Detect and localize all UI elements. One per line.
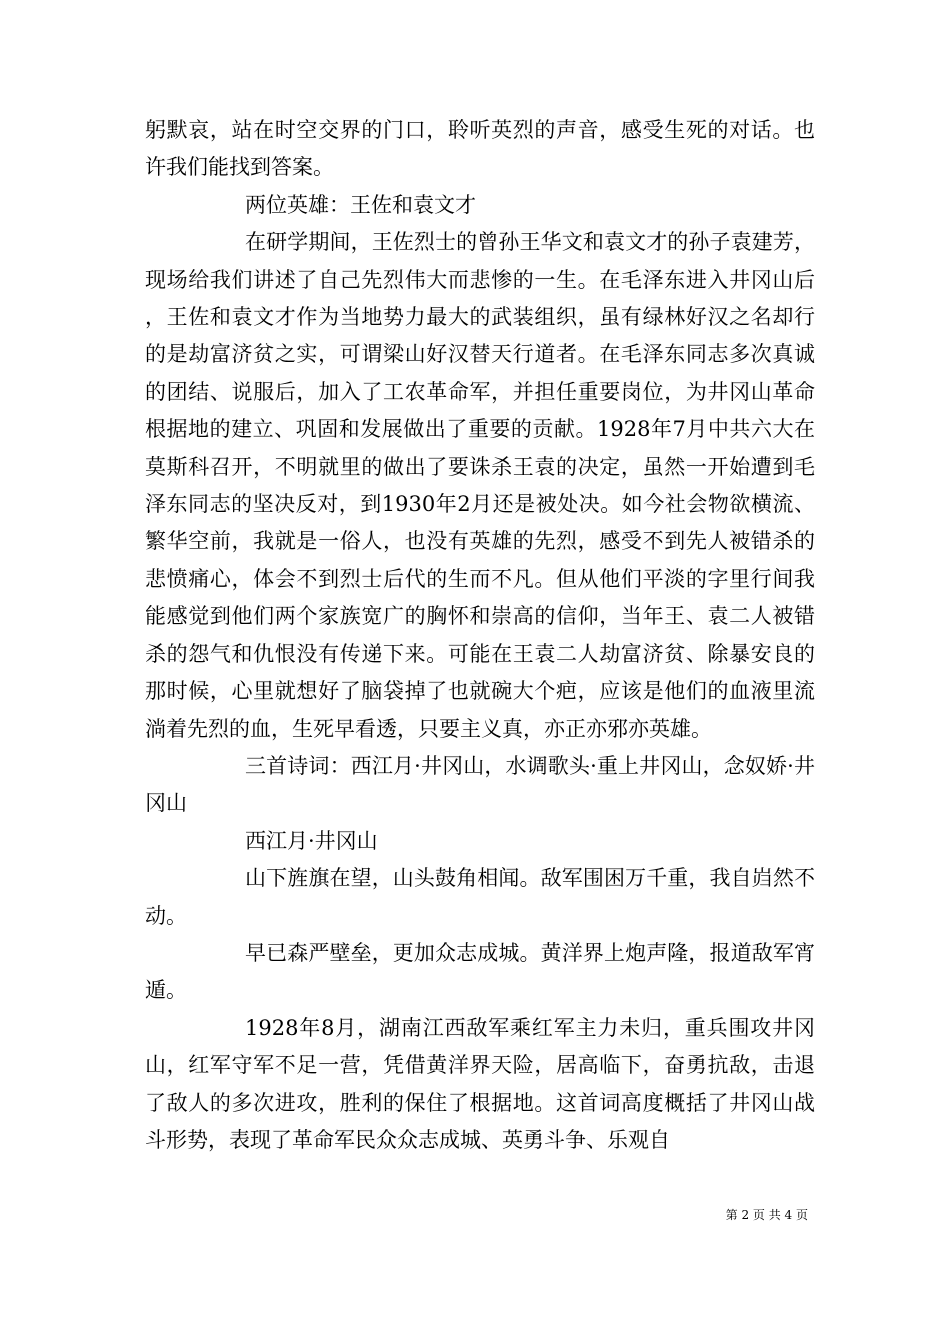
section-heading-three-poems: 三首诗词：西江月·井冈山，水调歌头·重上井冈山，念奴娇·井冈山 [145,753,815,816]
paragraph-poem-commentary: 1928年8月，湖南江西敌军乘红军主力未归，重兵围攻井冈山，红军守军不足一营，凭借黄洋界天险，居高临下，奋勇抗敌，击退了敌人的多次进攻，胜利的保住了根据地。这首词高度概括了井冈山战斗形势，表现了革命军民众众志成城、英勇斗争、乐观自 [145,1015,815,1152]
paragraph-heroes-story: 在研学期间，王佐烈士的曾孙王华文和袁文才的孙子袁建芳，现场给我们讲述了自己先烈伟大而悲惨的一生。在毛泽东进入井冈山后，王佐和袁文才作为当地势力最大的武装组织，虽有绿林好汉之名却行的是劫富济贫之实，可谓梁山好汉替天行道者。在毛泽东同志多次真诚的团结、说服后，加入了工农革命军，并担任重要岗位，为井冈山革命根据地的建立、巩固和发展做出了重要的贡献。1928年7月中共六大在莫斯科召开，不明就里的做出了要诛杀王袁的决定，虽然一开始遭到毛泽东同志的坚决反对，到1930年2月还是被处决。如今社会物欲横流、繁华空前，我就是一俗人，也没有英雄的先烈，感受不到先人被错杀的悲愤痛心，体会不到烈士后代的生而不凡。但从他们平淡的字里行间我能感觉到他们两个家族宽广的胸怀和崇高的信仰，当年王、袁二人被错杀的怨气和仇恨没有传递下来。可能在王袁二人劫富济贫、除暴安良的那时候，心里就想好了脑袋掉了也就碗大个疤，应该是他们的血液里流淌着先烈的血，生死早看透，只要主义真，亦正亦邪亦英雄。 [145,230,815,741]
page-number: 第 2 页 共 4 页 [725,1208,808,1222]
poem-stanza-1: 山下旌旗在望，山头鼓角相闻。敌军围困万千重，我自岿然不动。 [145,866,815,928]
document-body [145,112,815,1159]
poem-title: 西江月·井冈山 [245,828,378,853]
paragraph-continuation: 躬默哀，站在时空交界的门口，聆听英烈的声音，感受生死的对话。也许我们能找到答案。 [145,118,815,180]
poem-stanza-2: 早已森严壁垒，更加众志成城。黄洋界上炮声隆，报道敌军宵遁。 [145,940,815,1003]
section-heading-two-heroes: 两位英雄：王佐和袁文才 [245,192,476,217]
